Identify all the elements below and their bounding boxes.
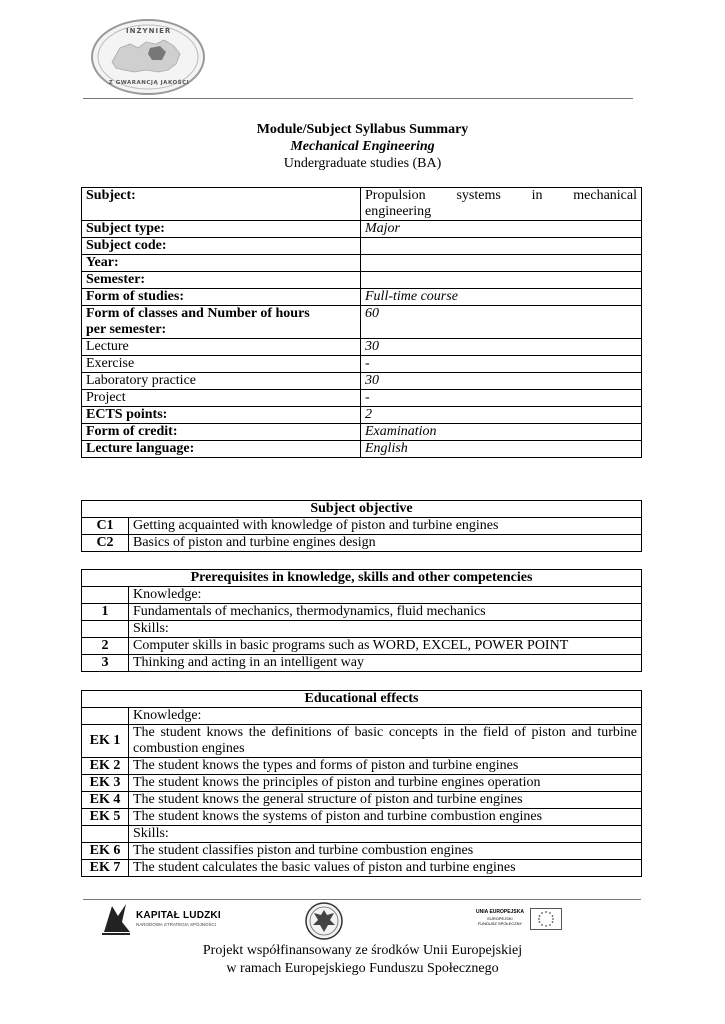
prerequisite-text: Thinking and acting in an intelligent way: [129, 655, 642, 672]
year-value: [361, 255, 642, 272]
objective-code: C1: [82, 518, 129, 535]
effect-code: EK 3: [82, 775, 129, 792]
footer-funding-text: [0, 942, 725, 978]
semester-label: Semester:: [82, 272, 361, 289]
table-row: [82, 238, 642, 255]
hours-label-line1: Form of classes and Number of hours: [86, 306, 310, 321]
semester-value: [361, 272, 642, 289]
language-value: English: [361, 441, 642, 458]
header-divider: [83, 98, 633, 99]
inzynier-logo: [90, 18, 206, 96]
ects-value: 2: [361, 407, 642, 424]
prerequisite-code: 3: [82, 655, 129, 672]
logo-bottom-text: Z GWARANCJĄ JAKOŚCI: [108, 80, 190, 86]
hours-value: 60: [361, 306, 642, 339]
table-row: [82, 424, 642, 441]
subject-info-table: [81, 187, 642, 458]
table-row: [82, 725, 642, 758]
objective-title: Subject objective: [82, 501, 642, 518]
prerequisite-code: 1: [82, 604, 129, 621]
page-subtitle: Mechanical Engineering: [290, 139, 435, 154]
table-row: [82, 655, 642, 672]
effect-code: EK 5: [82, 809, 129, 826]
effect-code: EK 7: [82, 860, 129, 877]
objective-table: [81, 500, 642, 552]
table-row: [82, 221, 642, 238]
knowledge-label: Knowledge:: [129, 708, 642, 725]
eu-logo: [474, 908, 564, 932]
lab-value: 30: [361, 373, 642, 390]
subject-label: Subject:: [82, 188, 361, 221]
effects-title: Educational effects: [82, 691, 642, 708]
footer-divider: [83, 899, 641, 900]
table-row: [82, 339, 642, 356]
type-label: Subject type:: [82, 221, 361, 238]
kapital-ludzki-icon: [100, 902, 132, 936]
table-row: [82, 289, 642, 306]
table-row: [82, 356, 642, 373]
effect-code: EK 6: [82, 843, 129, 860]
footer-text-line2: w ramach Europejskiego Funduszu Społecznego: [226, 961, 499, 976]
table-row: [82, 306, 642, 339]
table-row: [82, 373, 642, 390]
table-row: [82, 758, 642, 775]
title-block: [0, 121, 725, 172]
eu-subtitle-1: EUROPEJSKI: [487, 916, 513, 921]
skills-label: Skills:: [129, 826, 642, 843]
hours-label-line2: per semester:: [86, 322, 167, 337]
hours-label: [82, 306, 361, 339]
table-row: [82, 518, 642, 535]
ects-label: ECTS points:: [82, 407, 361, 424]
objective-code: C2: [82, 535, 129, 552]
effects-table: [81, 690, 642, 877]
effect-text: The student knows the general structure of piston and turbine engines: [129, 792, 642, 809]
effect-text: The student knows the principles of piston and turbine engines operation: [129, 775, 642, 792]
table-row: [82, 441, 642, 458]
effect-text: The student calculates the basic values of piston and turbine engines: [129, 860, 642, 877]
knowledge-label: Knowledge:: [129, 587, 642, 604]
kapital-ludzki-logo: [100, 902, 230, 936]
kapital-ludzki-subtitle: NARODOWA STRATEGIA SPÓJNOŚCI: [136, 922, 217, 927]
table-row: [82, 860, 642, 877]
credit-value: Examination: [361, 424, 642, 441]
table-row: [82, 708, 642, 725]
lab-label: Laboratory practice: [82, 373, 361, 390]
prerequisite-code: 2: [82, 638, 129, 655]
table-row: [82, 255, 642, 272]
effect-text-line1: The student knows the definitions of basic concepts in the field of piston and turbine: [133, 725, 637, 740]
table-row: [82, 535, 642, 552]
logo-top-text: INŻYNIER: [126, 27, 172, 35]
prerequisite-text: Fundamentals of mechanics, thermodynamics, fluid mechanics: [129, 604, 642, 621]
kapital-ludzki-title: KAPITAŁ LUDZKI: [136, 910, 221, 921]
prerequisites-title: Prerequisites in knowledge, skills and other competencies: [82, 570, 642, 587]
page-title: Module/Subject Syllabus Summary: [256, 122, 469, 137]
eagle-emblem-graphic: [304, 901, 344, 941]
objective-text: Basics of piston and turbine engines design: [129, 535, 642, 552]
credit-label: Form of credit:: [82, 424, 361, 441]
project-value: -: [361, 390, 642, 407]
exercise-label: Exercise: [82, 356, 361, 373]
effect-code: EK 4: [82, 792, 129, 809]
code-label: Subject code:: [82, 238, 361, 255]
effect-code: EK 1: [82, 725, 129, 758]
effect-code: EK 2: [82, 758, 129, 775]
effect-text: [129, 725, 642, 758]
table-row: [82, 775, 642, 792]
table-row: [82, 621, 642, 638]
effect-text-line2: combustion engines: [133, 741, 245, 756]
table-row: [82, 826, 642, 843]
study-level: Undergraduate studies (BA): [283, 156, 442, 171]
eagle-emblem-icon: [304, 901, 344, 946]
language-label: Lecture language:: [82, 441, 361, 458]
form-value: Full-time course: [361, 289, 642, 306]
table-header-row: [82, 501, 642, 518]
subject-value-line2: engineering: [365, 204, 432, 219]
type-value: Major: [361, 221, 642, 238]
table-row: [82, 604, 642, 621]
table-row: [82, 272, 642, 289]
lecture-label: Lecture: [82, 339, 361, 356]
table-row: [82, 638, 642, 655]
table-row: [82, 843, 642, 860]
eu-flag-icon: [530, 908, 562, 930]
code-value: [361, 238, 642, 255]
year-label: Year:: [82, 255, 361, 272]
exercise-value: -: [361, 356, 642, 373]
table-row: [82, 792, 642, 809]
subject-value-line1: Propulsion systems in mechanical: [365, 188, 637, 203]
objective-text: Getting acquainted with knowledge of piston and turbine engines: [129, 518, 642, 535]
table-row: [82, 407, 642, 424]
footer-text-line1: Projekt współfinansowany ze środków Unii Europejskiej: [202, 943, 523, 958]
eu-subtitle-2: FUNDUSZ SPOŁECZNY: [477, 921, 523, 926]
table-row: [82, 188, 642, 221]
subject-value: [361, 188, 642, 221]
prerequisite-text: Computer skills in basic programs such as WORD, EXCEL, POWER POINT: [129, 638, 642, 655]
prerequisites-table: [81, 569, 642, 672]
table-header-row: [82, 570, 642, 587]
project-label: Project: [82, 390, 361, 407]
table-header-row: [82, 691, 642, 708]
lecture-value: 30: [361, 339, 642, 356]
effect-text: The student knows the types and forms of piston and turbine engines: [129, 758, 642, 775]
skills-label: Skills:: [129, 621, 642, 638]
form-label: Form of studies:: [82, 289, 361, 306]
table-row: [82, 587, 642, 604]
effect-text: The student knows the systems of piston and turbine combustion engines: [129, 809, 642, 826]
effect-text: The student classifies piston and turbine combustion engines: [129, 843, 642, 860]
eu-title: UNIA EUROPEJSKA: [476, 909, 524, 915]
table-row: [82, 390, 642, 407]
table-row: [82, 809, 642, 826]
